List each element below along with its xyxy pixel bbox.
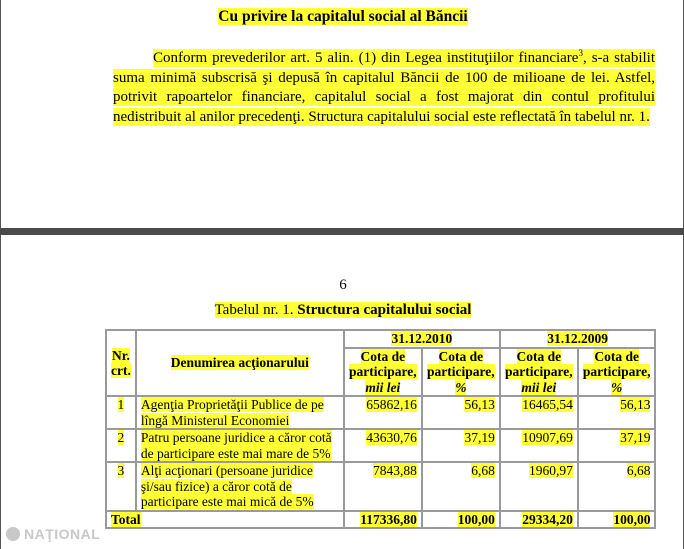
page-separator	[0, 228, 684, 235]
header-year-2009: 31.12.2009	[500, 330, 656, 348]
footnote-ref: 3	[578, 48, 583, 58]
page-number: 6	[339, 277, 347, 293]
header-nr: Nr. crt.	[106, 330, 136, 396]
page-bottom	[0, 235, 684, 549]
table-row: 2 Patru persoane juridice a căror cotă de participare este mai mare de 5% 43630,76 37,19 10907,69 37,19	[106, 429, 655, 462]
table-total-row: Total 117336,80 100,00 29334,20 100,00	[106, 511, 655, 529]
section-paragraph: Conform prevederilor art. 5 alin. (1) din Legea instituţiilor financiare$^3$, s-a stabilit suma minimă subscrisă şi depusă în capitalul Băncii de 100 de milioane de lei. Astfel, potrivit rapoartelor financiare, capitalul social a fost majorat din contul profitului nedistribuit al anilor precedenţi. Structura capitalului social este reflectată în tabelul nr. 1.	[113, 48, 655, 125]
table-caption: Tabelul nr. 1. Structura capitalului social	[214, 302, 472, 318]
header-pct-2010: Cota de participare, %	[422, 348, 500, 397]
capital-structure-table	[105, 329, 656, 529]
header-value-2009: Cota de participare, mii lei	[500, 348, 578, 397]
header-name: Denumirea acţionarului	[136, 330, 344, 396]
header-year-2010: 31.12.2010	[344, 330, 500, 348]
header-pct-2009: Cota de participare, %	[578, 348, 656, 397]
logo-icon	[6, 527, 20, 541]
table-row: 3 Alţi acţionari (persoane juridice şi/sau fizice) a căror cotă de participare este mai mică de 5% 7843,88 6,68 1960,97 6,68	[106, 462, 655, 511]
page-top	[0, 0, 684, 228]
header-value-2010: Cota de participare, mii lei	[344, 348, 422, 397]
table-row: 1 Agenţia Proprietăţii Publice de pe lîngă Ministerul Economiei 65862,16 56,13 16465,54 56,13	[106, 396, 655, 429]
watermark-logo: NAŢIONAL	[6, 526, 100, 542]
section-title: Cu privire la capitalul social al Băncii	[218, 8, 468, 25]
